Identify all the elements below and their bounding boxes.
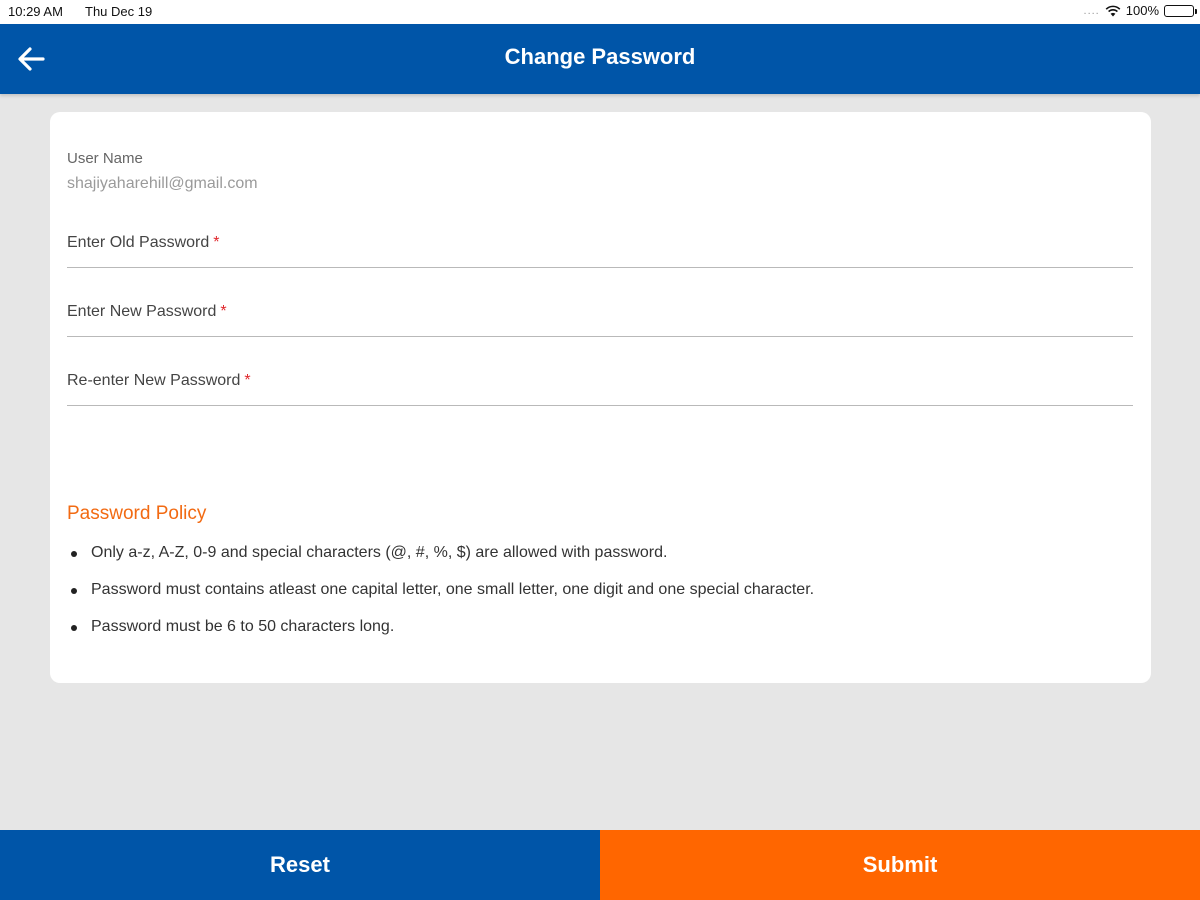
status-time: 10:29 AM — [8, 4, 63, 19]
old-password-label: Enter Old Password * — [67, 234, 220, 251]
policy-title: Password Policy — [67, 503, 207, 524]
submit-button[interactable]: Submit — [600, 830, 1200, 900]
status-date: Thu Dec 19 — [85, 4, 153, 19]
page-title: Change Password — [504, 44, 696, 69]
required-marker: * — [213, 234, 220, 251]
new-password-field[interactable] — [67, 303, 1133, 337]
username-value: shajiyaharehill@gmail.com — [67, 175, 258, 192]
reenter-password-field[interactable] — [67, 372, 1133, 406]
status-indicators — [1084, 3, 1194, 18]
policy-item: Only a-z, A-Z, 0-9 and special characters (@, #, %, $) are allowed with password. — [67, 544, 814, 581]
policy-item: Password must be 6 to 50 characters long. — [67, 618, 814, 655]
reset-button[interactable]: Reset — [0, 830, 600, 900]
battery-icon — [1164, 5, 1194, 17]
wifi-icon — [1105, 5, 1121, 17]
battery-percentage: 100% — [1125, 3, 1159, 18]
username-label: User Name — [67, 150, 143, 167]
required-marker: * — [244, 372, 251, 389]
reenter-password-label: Re-enter New Password * — [67, 372, 251, 389]
policy-list — [67, 544, 814, 655]
status-bar — [0, 0, 1200, 24]
policy-item: Password must contains atleast one capital letter, one small letter, one digit and one special character. — [67, 581, 814, 618]
old-password-field[interactable] — [67, 234, 1133, 268]
app-header — [0, 24, 1200, 94]
new-password-label: Enter New Password * — [67, 303, 227, 320]
required-marker: * — [220, 303, 227, 320]
change-password-form — [50, 112, 1151, 683]
signal-dots-icon: .... — [1083, 4, 1100, 17]
